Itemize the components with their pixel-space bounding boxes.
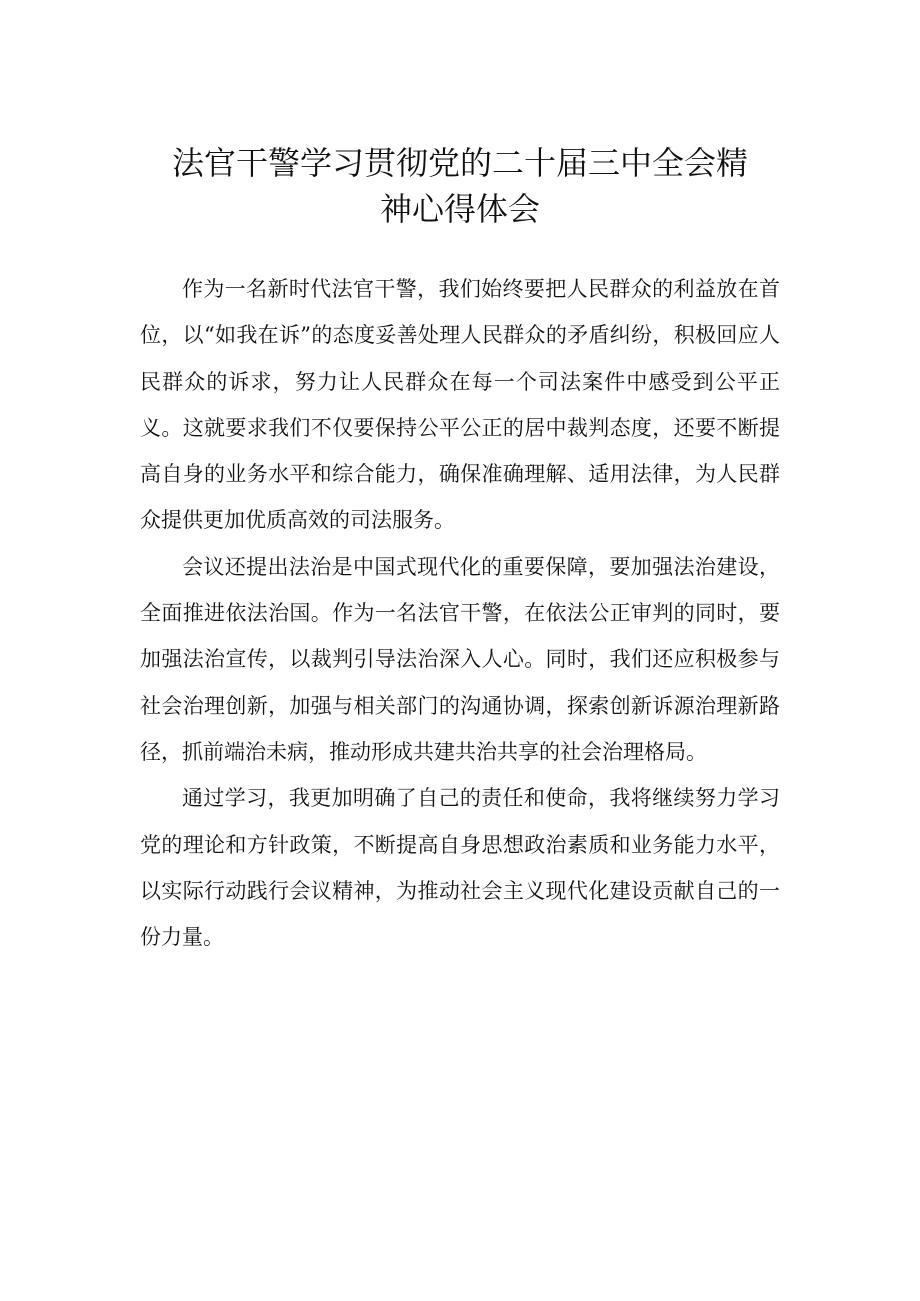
document-body — [140, 266, 780, 960]
paragraph-2: 会议还提出法治是中国式现代化的重要保障，要加强法治建设，全面推进依法治国。作为一名法官干警，在依法公正审判的同时，要加强法治宣传，以裁判引导法治深入人心。同时，我们还应积极参与社会治理创新，加强与相关部门的沟通协调，探索创新诉源治理新路径，抓前端治未病，推动形成共建共治共享的社会治理格局。 — [140, 554, 780, 764]
paragraph-1: 作为一名新时代法官干警，我们始终要把人民群众的利益放在首位，以“如我在诉”的态度妥善处理人民群众的矛盾纠纷，积极回应人民群众的诉求，努力让人民群众在每一个司法案件中感受到公平正义。这就要求我们不仅要保持公平公正的居中裁判态度，还要不断提高自身的业务水平和综合能力，确保准确理解、适用法律，为人民群众提供更加优质高效的司法服务。 — [140, 277, 780, 533]
title-line-1: 法官干警学习贯彻党的二十届三中全会精 — [171, 144, 748, 182]
paragraph-3: 通过学习，我更加明确了自己的责任和使命，我将继续努力学习党的理论和方针政策，不断提高自身思想政治素质和业务能力水平，以实际行动践行会议精神，为推动社会主义现代化建设贡献自己的一份力量。 — [140, 786, 780, 950]
document-title — [120, 140, 800, 232]
title-line-2: 神心得体会 — [379, 190, 540, 228]
